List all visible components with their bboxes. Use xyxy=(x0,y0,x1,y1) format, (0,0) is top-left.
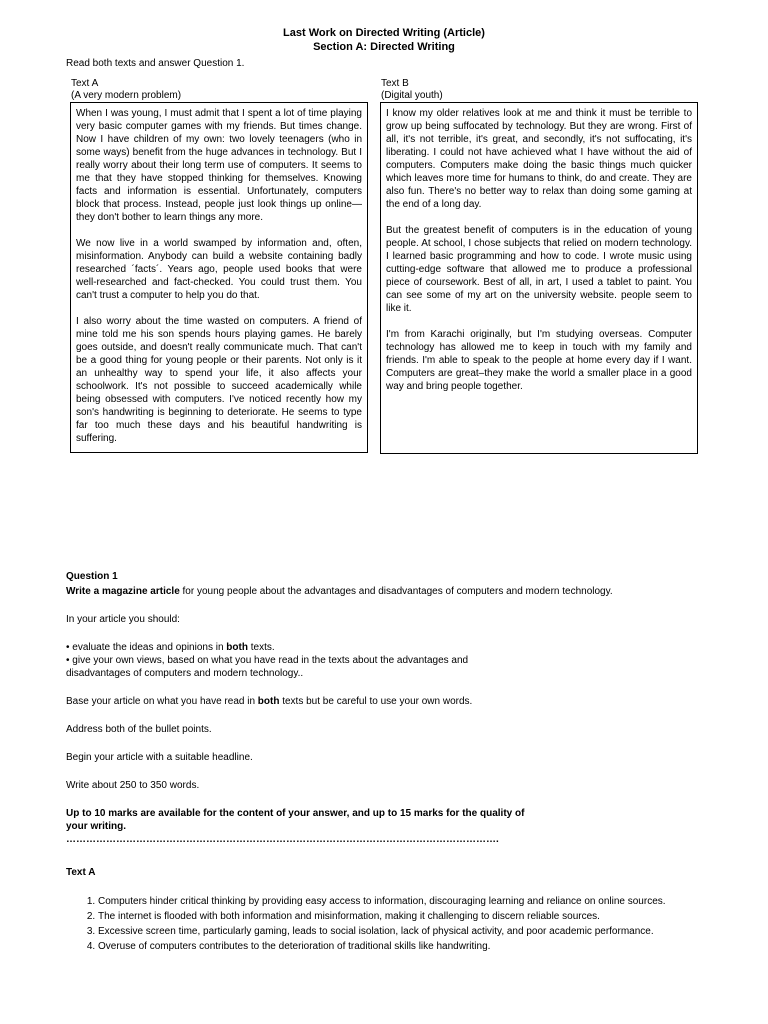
text-a-subtitle: (A very modern problem) xyxy=(71,90,182,101)
document-title xyxy=(0,26,768,54)
base-post: texts but be careful to use your own words. xyxy=(279,696,473,707)
text-b-paragraph: But the greatest benefit of computers is in the education of young people. At school, I chose subjects that relied on modern technology. I learned basic programming and how to code. I wrote music using cutting-edge software that allowed me to produce a professional piece of coursework. Best of all, in art, I used a tablet to paint. You can see some of my art on the university website. people seem to like it. xyxy=(386,225,692,314)
question-heading: Question 1 xyxy=(66,571,118,582)
base-instruction xyxy=(66,695,626,708)
text-a-box xyxy=(70,102,368,453)
marks-note: Up to 10 marks are available for the content of your answer, and up to 15 marks for the quality of your writing. xyxy=(66,808,525,832)
text-b-subtitle: (Digital youth) xyxy=(381,90,443,101)
word-count-instruction: Write about 250 to 350 words. xyxy=(66,780,200,791)
text-a-paragraph: When I was young, I must admit that I spent a lot of time playing very basic computer games with my friends. But times change. Now I have children of my own: two lovely teenagers (who in some ways) benefit from the huge advances in technology. But I really worry about their long term use of computers. It seems to me that they have stopped thinking for themselves. Knowing facts and information is essential. Unfortunately, computers block that process. Instead, people just look things up online— they don't bother to learn things any more. xyxy=(76,108,362,223)
instructions: Read both texts and answer Question 1. xyxy=(66,58,245,69)
list-item: 1. Computers hinder critical thinking by providing easy access to information, discouraging learning and reliance on online sources. xyxy=(98,895,736,908)
text-a-paragraph: We now live in a world swamped by information and, often, misinformation. Anybody can build a website containing badly researched ´facts´. Years ago, people used books that were well-researched and fact-checked. You could trust them. You can't trust a computer to help you do that. xyxy=(76,238,362,301)
text-b-label: Text B xyxy=(381,78,409,89)
dotted-divider: …………………………………………………………………………………………………………………. xyxy=(66,834,499,845)
question-section xyxy=(66,570,666,955)
bullet-1-post: texts. xyxy=(247,642,275,653)
bullet-2-line-1: • give your own views, based on what you have read in the texts about the advantages and xyxy=(66,655,469,666)
text-b-column xyxy=(380,78,698,454)
list-item: 4. Overuse of computers contributes to the deterioration of traditional skills like handwriting. xyxy=(98,940,736,953)
title-line-2: Section A: Directed Writing xyxy=(313,41,455,53)
text-a-label: Text A xyxy=(71,78,99,89)
text-a-column xyxy=(70,78,368,453)
list-item: 3. Excessive screen time, particularly gaming, leads to social isolation, lack of physical activity, and poor academic performance. xyxy=(98,925,736,938)
bullet-1-bold: both xyxy=(226,642,248,653)
bullet-1-pre: • evaluate the ideas and opinions in xyxy=(66,642,227,653)
address-instruction: Address both of the bullet points. xyxy=(66,724,212,735)
question-task xyxy=(66,585,626,598)
begin-instruction: Begin your article with a suitable headline. xyxy=(66,752,253,763)
task-bold: Write a magazine article xyxy=(66,586,180,597)
question-should: In your article you should: xyxy=(66,614,180,625)
list-item: 2. The internet is flooded with both information and misinformation, making it challenging to discern reliable sources. xyxy=(98,910,736,923)
task-rest: for young people about the advantages and disadvantages of computers and modern technology. xyxy=(179,586,613,597)
text-b-box xyxy=(380,102,698,454)
text-b-paragraph: I'm from Karachi originally, but I'm studying overseas. Computer technology has allowed me to keep in touch with my family and friends. I'm able to speak to the people at home every day if I want. Computers are great–they make the world a smaller place in a good way and bring people together. xyxy=(386,329,692,392)
bullet-1 xyxy=(66,641,626,654)
bullet-2-line-2: disadvantages of computers and modern technology.. xyxy=(66,668,304,679)
answer-heading: Text A xyxy=(66,867,96,878)
base-bold: both xyxy=(257,696,280,707)
title-line-1: Last Work on Directed Writing (Article) xyxy=(283,27,485,39)
text-b-paragraph: I know my older relatives look at me and think it must be terrible to grow up being suffocated by technology. But they are wrong. First of all, it's not terrible, it's great, and secondly, it's not suffocating, it's liberating. I could not have achieved what I have without the aid of computers. Computers make doing the basic things much quicker which leaves more time for humans to think, do and create. They are also fun. There's no better way to relax than doing some gaming at the end of a long day. xyxy=(386,108,692,210)
answer-list xyxy=(66,895,736,953)
base-pre: Base your article on what you have read in xyxy=(66,696,258,707)
text-a-paragraph: I also worry about the time wasted on computers. A friend of mine told me his son spends hours playing games. He barely goes outside, and doesn't really communicate much. That can't be a good thing for young people or their parents. Not only is it an unhealthy way to spend your life, it also affects your schoolwork. It's not possible to succeed academically while being obsessed with computers. I've noticed recently how my son's handwriting is beginning to deteriorate. He seems to type far too much these days and his beautiful handwriting is suffering. xyxy=(76,316,362,444)
